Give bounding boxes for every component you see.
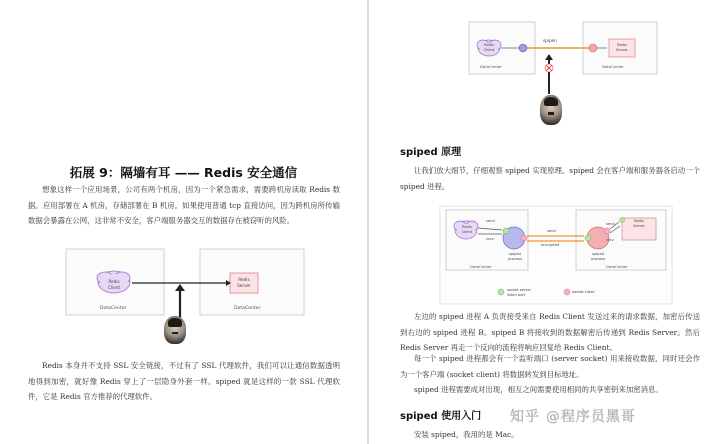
eavesdropper-portrait [164,316,186,344]
recv-label-1: recv [486,237,494,241]
watermark: 知乎 @程序员黑哥 [510,409,636,425]
section-heading-getting-started: spiped 使用入门 [400,411,482,422]
flow-paragraph: 左边的 spiped 进程 A 负责接受来自 Redis Client 发送过来的请求数据，加密后传送到右边的 spiped 进程 B。spiped B 将接收到的数据解密后传递到 Redis Server。然后 Redis Server 再走一个反向的流程将响应回复给 Redis Client。 [400,312,700,352]
blocked-x-icon [545,64,553,72]
send-label-3: send [606,222,615,226]
mid-dc-left-label: DataCenter [470,264,492,269]
server-label: Redis Server [237,277,251,288]
top-client-label: Redis Client [483,43,495,52]
pairing-paragraph: spiped 进程需要成对出现，相互之间需要使用相同的共享密钥来加密消息。 [414,385,663,394]
socket-paragraph: 每一个 spiped 进程都会有一个监听端口 (server socket) 用来接收数据，同时还会作为一个客户端 (socket client) 将数据转发到目标地址。 [400,354,700,379]
proc-right-label: spiped process [591,252,605,261]
legend-server-label: socket server listen port [507,288,532,297]
mid-server-label: Redis Server [633,219,645,228]
top-send-label: spipen [543,38,557,43]
legend-client-label: socket client [572,290,595,294]
top-server-label: Redis Server [616,43,628,52]
mid-dc-right-label: DataCenter [606,264,628,269]
install-paragraph: 安装 spiped，我用的是 Mac。 [414,430,519,439]
spiped-overview-diagram [465,18,665,136]
ssl-paragraph: Redis 本身并不支持 SSL 安全链接，不过有了 SSL 代理软件，我们可以让通信数据透明地得到加密，就好像 Redis 穿上了一层隐身外套一样。spiped 就是这样的一款 SSL 代理软件，它是 Redis 官方推荐的代理软件。 [28,361,340,401]
client-label: Redis Client [107,279,121,290]
top-dc-right-label: DataCenter [602,64,624,69]
datacenter-b-label: DataCenter [234,306,261,311]
intro-paragraph: 想象这样一个应用场景，公司有两个机房，因为一个紧急需求，需要跨机房读取 Redis 数据。应用部署在 A 机房，存储部署在 B 机房。如果使用普通 tcp 直接访问，因为跨机房所传输数据会暴露在公网，这非常不安全，客户端服务器交互的数据存在被窃听的风险。 [28,185,340,225]
datacenter-a-label: DataCenter [100,306,127,311]
send-label-2: send [547,229,556,233]
top-dc-left-label: DataCenter [480,64,502,69]
recv-label-3: recv [606,238,614,242]
mid-client-label: Redis Client [461,225,473,234]
proc-left-label: spiped process [508,252,522,261]
section-heading-principle: spiped 原理 [400,147,462,158]
principle-paragraph: 让我们放大细节，仔细观察 spiped 实现原理。spiped 会在客户端和服务器各启动一个 spiped 进程。 [400,166,700,191]
eavesdrop-diagram [62,247,314,349]
encrypted-label: encrypted [541,243,560,247]
eavesdropper-portrait [540,95,562,125]
chapter-title: 拓展 9：隔墙有耳 —— Redis 安全通信 [69,165,298,180]
send-label-1: send [486,219,495,223]
